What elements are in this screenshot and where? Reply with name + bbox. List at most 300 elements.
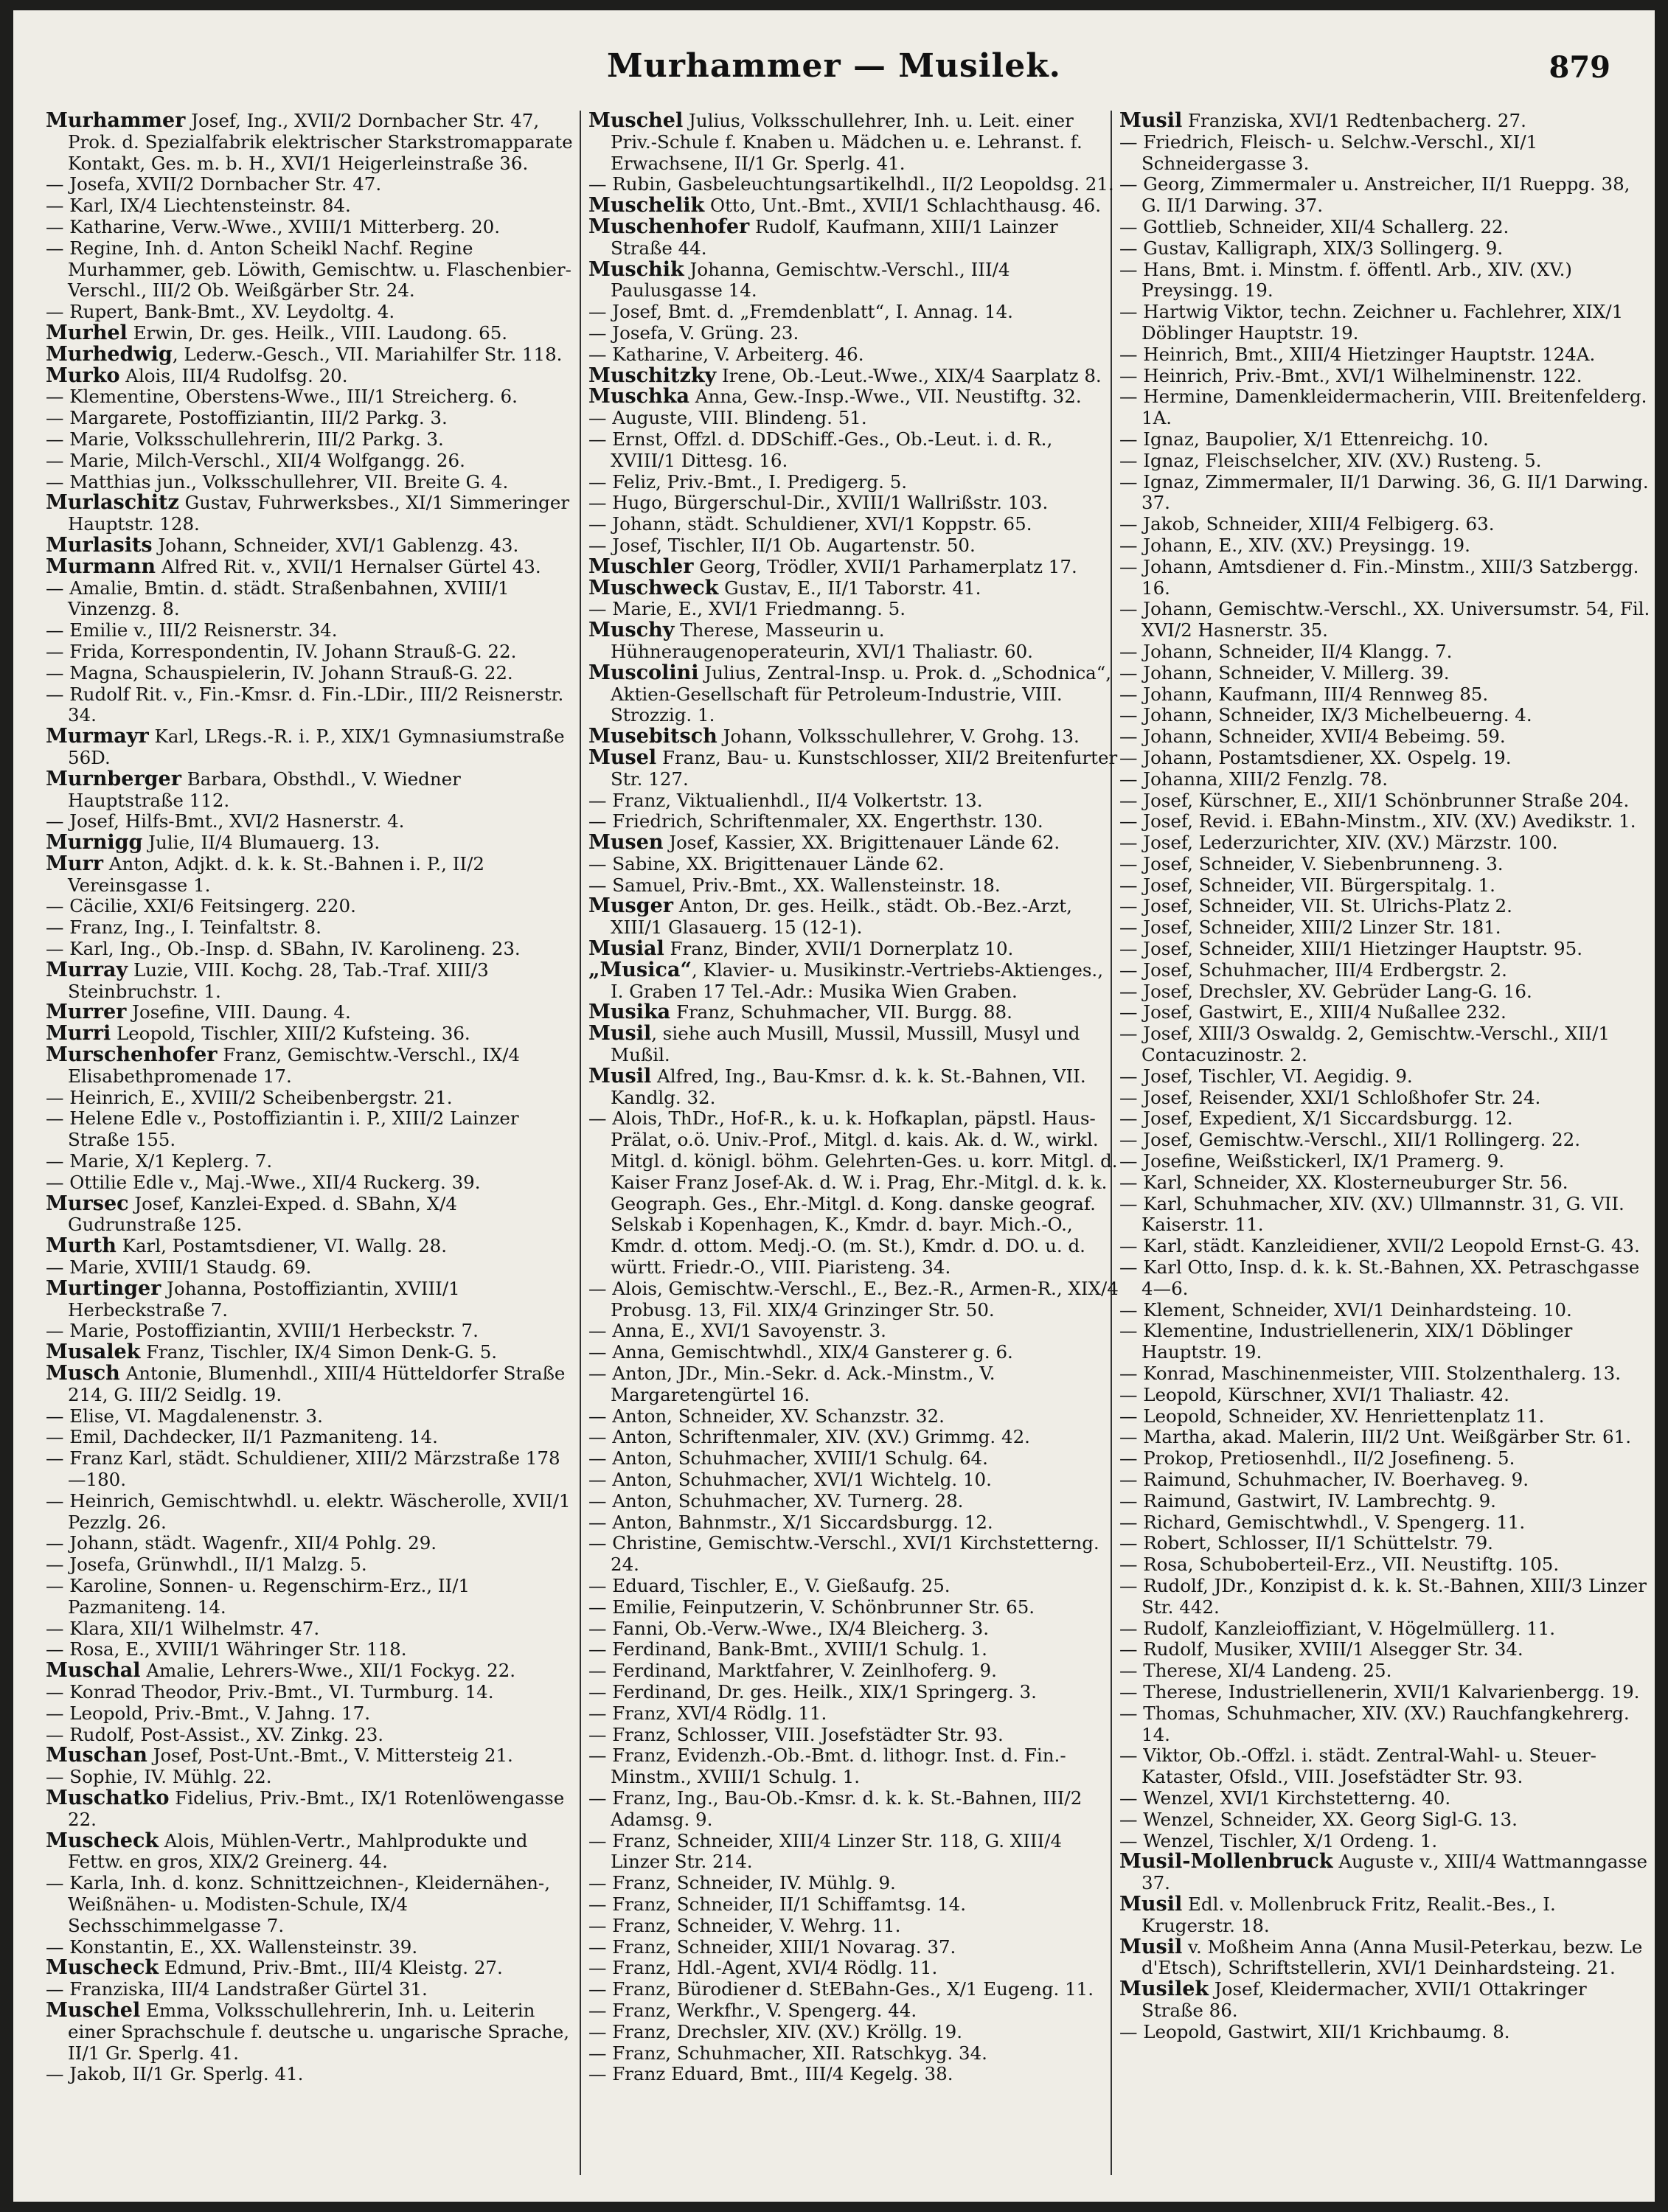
entry-surname: Murtinger — [46, 1278, 161, 1300]
directory-entry — [588, 1937, 1119, 1958]
entry-text: — Emilie v., III/2 Reisnerstr. 34. — [46, 620, 338, 641]
entry-text: — Frida, Korrespondentin, IV. Johann Strauß-G. 22. — [46, 641, 517, 662]
directory-entry — [46, 1576, 577, 1618]
directory-entry — [1119, 1703, 1650, 1746]
entry-text: — Josefine, Weißstickerl, IX/1 Pramerg. 9. — [1119, 1151, 1505, 1172]
entry-surname: Muschel — [588, 111, 684, 132]
directory-entry — [1119, 1321, 1650, 1363]
entry-text: — Karoline, Sonnen- u. Regenschirm-Erz., II/1 Pazmaniteng. 14. — [46, 1575, 470, 1618]
entry-text: — Johann, Schneider, IX/3 Michelbeuerng. 4. — [1119, 705, 1532, 726]
directory-entry — [1119, 1851, 1650, 1894]
entry-text: — Elise, VI. Magdalenenstr. 3. — [46, 1405, 323, 1427]
entry-text: — Raimund, Schuhmacher, IV. Boerhaveg. 9. — [1119, 1470, 1529, 1490]
directory-entry — [46, 1448, 577, 1491]
entry-surname: Muschenhofer — [588, 216, 750, 238]
directory-entry — [46, 1745, 577, 1767]
directory-entry — [46, 1257, 577, 1279]
entry-surname: Muschal — [46, 1660, 141, 1682]
entry-surname: Musil — [588, 1065, 652, 1088]
entry-text: — Rosa, E., XVIII/1 Währinger Str. 118. — [46, 1639, 407, 1660]
directory-entry — [588, 1618, 1119, 1640]
entry-text: — Anton, JDr., Min.-Sekr. d. Ack.-Minstm., V. Margaretengürtel 16. — [588, 1363, 995, 1405]
entry-surname: Musil-Mollenbruck — [1119, 1851, 1333, 1874]
entry-text: — Hermine, Damenkleidermacherin, VIII. Breitenfelderg. 1A. — [1119, 386, 1647, 429]
entry-text: Josef, Post-Unt.-Bmt., V. Mittersteig 21. — [147, 1745, 513, 1767]
entry-text: — Heinrich, E., XVIII/2 Scheibenbergstr. 21. — [46, 1087, 453, 1108]
entry-text: — Josef, Schneider, XIII/2 Linzer Str. 181. — [1119, 917, 1501, 939]
directory-entry — [46, 2000, 577, 2064]
entry-text: — Raimund, Gastwirt, IV. Lambrechtg. 9. — [1119, 1490, 1496, 1512]
entry-text: Franziska, XVI/1 Redtenbacherg. 27. — [1182, 111, 1526, 131]
entry-text: — Karl Otto, Insp. d. k. k. St.-Bahnen, XX. Petraschgasse 4—6. — [1119, 1257, 1640, 1299]
entry-text: — Franz, Drechsler, XIV. (XV.) Kröllg. 19. — [588, 2021, 963, 2042]
directory-entry — [588, 174, 1119, 195]
directory-entry — [46, 1682, 577, 1703]
directory-entry — [588, 620, 1119, 663]
entry-text: — Franz, Werkfhr., V. Spengerg. 44. — [588, 2000, 917, 2021]
directory-entry — [588, 790, 1119, 812]
directory-entry — [588, 1725, 1119, 1746]
directory-entry — [46, 960, 577, 1003]
entry-surname: Muschel — [46, 2000, 141, 2022]
entry-text: — Klementine, Oberstens-Wwe., III/1 Streicherg. 6. — [46, 386, 518, 408]
entry-surname: Murray — [46, 959, 128, 981]
entry-text: — Johanna, XIII/2 Fenzlg. 78. — [1119, 768, 1388, 790]
entry-surname: Musalek — [46, 1342, 141, 1364]
entry-surname: Murth — [46, 1236, 117, 1258]
entry-surname: Murnberger — [46, 768, 181, 790]
entry-surname: Murlasits — [46, 535, 153, 557]
entry-text: — Karl, städt. Kanzleidiener, XVII/2 Leopold Ernst-G. 43. — [1119, 1236, 1640, 1257]
entry-text: — Johann, Amtsdiener d. Fin.-Minstm., XIII/3 Satzbergg. 16. — [1119, 556, 1639, 599]
directory-entry — [1119, 1363, 1650, 1385]
directory-entry — [588, 1682, 1119, 1703]
directory-entry — [588, 217, 1119, 260]
directory-entry — [1119, 960, 1650, 981]
directory-entry — [1119, 1066, 1650, 1088]
directory-entry — [46, 1767, 577, 1788]
entry-text: — Rudolf, Musiker, XVIII/1 Alsegger Str. 34. — [1119, 1639, 1523, 1660]
directory-entry — [588, 557, 1119, 578]
entry-text: , Klavier- u. Musikinstr.-Vertriebs-Aktienges., I. Graben 17 Tel.-Adr.: Musika Wien Graben. — [611, 959, 1103, 1002]
entry-surname: Muschik — [588, 259, 684, 281]
entry-text: — Franziska, III/4 Landstraßer Gürtel 31. — [46, 1979, 428, 2000]
directory-entry — [588, 2022, 1119, 2043]
entry-text: — Marie, XVIII/1 Staudg. 69. — [46, 1257, 312, 1279]
entry-text: Fidelius, Priv.-Bmt., IX/1 Rotenlöwengasse 22. — [68, 1787, 565, 1830]
entry-text: — Franz, Bürodiener d. StEBahn-Ges., X/1 Eugeng. 11. — [588, 1979, 1094, 2000]
entry-text: — Magna, Schauspielerin, IV. Johann Strauß-G. 22. — [46, 662, 513, 684]
entry-text: — Rupert, Bank-Bmt., XV. Leydoltg. 4. — [46, 302, 395, 323]
directory-entry — [1119, 981, 1650, 1003]
directory-entry — [1119, 260, 1650, 302]
directory-entry — [46, 663, 577, 684]
entry-text: — Georg, Zimmermaler u. Anstreicher, II/1 Rueppg. 38, G. II/1 Darwing. 37. — [1119, 174, 1630, 217]
entry-text: — Fanni, Ob.-Verw.-Wwe., IX/4 Bleicherg. 3. — [588, 1618, 989, 1639]
entry-text: — Matthias jun., Volksschullehrer, VII. Breite G. 4. — [46, 471, 509, 493]
entry-text: — Heinrich, Gemischtwhdl. u. elektr. Wäscherolle, XVII/1 Pezzlg. 26. — [46, 1490, 571, 1533]
entry-text: — Regine, Inh. d. Anton Scheikl Nachf. Regine Murhammer, geb. Löwith, Gemischtw. u. Flaschenbier-Verschl., III/2 Ob. Weißgärber Str. 24. — [46, 237, 571, 302]
entry-text: — Rudolf, JDr., Konzipist d. k. k. St.-Bahnen, XIII/3 Linzer Str. 442. — [1119, 1575, 1647, 1618]
entry-text: Gustav, Fuhrwerksbes., XI/1 Simmeringer Hauptstr. 128. — [68, 493, 570, 535]
directory-entry — [1119, 1576, 1650, 1618]
entry-text: — Franz, Evidenzh.-Ob.-Bmt. d. lithogr. Inst. d. Fin.-Minstm., XVIII/1 Schulg. 1. — [588, 1745, 1066, 1788]
entry-surname: Murhel — [46, 322, 128, 344]
directory-entry — [46, 1937, 577, 1958]
entry-text: — Johann, städt. Wagenfr., XII/4 Pohlg. 29. — [46, 1533, 437, 1554]
directory-entry — [46, 408, 577, 429]
directory-entry — [588, 1979, 1119, 2000]
entry-text: — Katharine, V. Arbeiterg. 46. — [588, 344, 864, 365]
directory-entry — [1119, 1194, 1650, 1237]
directory-entry — [46, 1660, 577, 1682]
entry-surname: Muschelik — [588, 195, 705, 217]
directory-entry — [1119, 854, 1650, 875]
directory-entry — [1119, 535, 1650, 557]
directory-entry — [1119, 1130, 1650, 1151]
entry-text: — Josef, Schneider, VII. St. Ulrichs-Platz 2. — [1119, 896, 1512, 917]
entry-text: — Gottlieb, Schneider, XII/4 Schallerg. 22. — [1119, 216, 1509, 237]
directory-entry — [46, 769, 577, 812]
entry-text: — Marie, Volksschullehrerin, III/2 Parkg. 3. — [46, 428, 444, 450]
entry-text: Franz, Gemischtw.-Verschl., IX/4 Elisabethpromenade 17. — [68, 1045, 521, 1087]
entry-text: — Marie, Postoffiziantin, XVIII/1 Herbeckstr. 7. — [46, 1321, 479, 1342]
entry-text: Franz, Schuhmacher, VII. Burgg. 88. — [670, 1002, 1012, 1023]
directory-entry — [46, 1151, 577, 1172]
directory-entry — [46, 1321, 577, 1342]
entry-text: — Josef, Schneider, VII. Bürgerspitalg. 1. — [1119, 874, 1495, 896]
entry-surname: Muschka — [588, 386, 689, 408]
directory-entry — [1119, 1448, 1650, 1470]
directory-entry — [1119, 174, 1650, 217]
directory-entry — [588, 854, 1119, 875]
entry-text: — Hans, Bmt. i. Minstm. f. öffentl. Arb., XIV. (XV.) Preysingg. 19. — [1119, 259, 1572, 302]
entry-text: — Karl, Schuhmacher, XIV. (XV.) Ullmannstr. 31, G. VII. Kaiserstr. 11. — [1119, 1193, 1624, 1236]
entry-text: — Josef, Drechsler, XV. Gebrüder Lang-G. 16. — [1119, 981, 1532, 1002]
directory-entry — [588, 323, 1119, 344]
entry-text: — Christine, Gemischtw.-Verschl., XVI/1 Kirchstetterng. 24. — [588, 1533, 1099, 1576]
entry-text: — Johann, Gemischtw.-Verschl., XX. Universumstr. 54, Fil. XVI/2 Hasnerstr. 35. — [1119, 599, 1650, 641]
entry-text: , Lederw.-Gesch., VII. Mariahilfer Str. 118. — [172, 344, 563, 365]
directory-entry — [46, 238, 577, 302]
entry-text: — Ferdinand, Dr. ges. Heilk., XIX/1 Springerg. 3. — [588, 1681, 1037, 1703]
directory-entry — [46, 1873, 577, 1936]
entry-text: — Marie, X/1 Keplerg. 7. — [46, 1151, 273, 1172]
directory-entry — [588, 1491, 1119, 1512]
directory-entry — [588, 111, 1119, 174]
directory-entry — [588, 386, 1119, 408]
entry-text: — Ignaz, Zimmermaler, II/1 Darwing. 36, G. II/1 Darwing. 37. — [1119, 471, 1649, 514]
entry-text: — Ignaz, Baupolier, X/1 Ettenreichg. 10. — [1119, 428, 1489, 450]
directory-entry — [46, 1979, 577, 2000]
entry-text: — Franz, Schneider, XIII/4 Linzer Str. 118, G. XIII/4 Linzer Str. 214. — [588, 1830, 1063, 1873]
directory-entry — [1119, 1088, 1650, 1109]
directory-entry — [588, 366, 1119, 387]
directory-entry — [46, 386, 577, 408]
directory-entry — [46, 302, 577, 323]
entry-text: — Franz, XVI/4 Rödlg. 11. — [588, 1703, 827, 1724]
directory-entry — [1119, 1427, 1650, 1448]
entry-text: v. Moßheim Anna (Anna Musil-Peterkau, bezw. Le d'Etsch), Schriftstellerin, XVI/1 Deinhardsteing. 21. — [1141, 1936, 1643, 1979]
entry-surname: Muschan — [46, 1745, 147, 1767]
page-header — [13, 47, 1655, 106]
directory-entry — [1119, 557, 1650, 599]
directory-entry — [588, 514, 1119, 535]
entry-text: — Johann, städt. Schuldiener, XVI/1 Koppstr. 65. — [588, 514, 1032, 535]
directory-entry — [1119, 790, 1650, 812]
entry-text: Amalie, Lehrers-Wwe., XII/1 Fockyg. 22. — [140, 1660, 516, 1682]
entry-text: — Klement, Schneider, XVI/1 Deinhardsteing. 10. — [1119, 1299, 1572, 1321]
entry-text: — Hugo, Bürgerschul-Dir., XVIII/1 Wallrißstr. 103. — [588, 493, 1049, 514]
directory-entry — [588, 1002, 1119, 1023]
entry-text: — Gustav, Kalligraph, XIX/3 Sollingerg. 9. — [1119, 237, 1504, 259]
directory-entry — [46, 939, 577, 960]
directory-entry — [588, 408, 1119, 429]
directory-entry — [588, 1660, 1119, 1682]
column-3 — [1119, 111, 1650, 2190]
entry-text: — Emil, Dachdecker, II/1 Pazmaniteng. 14. — [46, 1427, 438, 1448]
directory-entry — [1119, 1300, 1650, 1321]
entry-text: — Klementine, Industriellenerin, XIX/1 Döblinger Hauptstr. 19. — [1119, 1321, 1573, 1363]
directory-entry — [1119, 1002, 1650, 1023]
directory-entry — [1119, 132, 1650, 175]
directory-entry — [1119, 472, 1650, 515]
entry-surname: Muschitzky — [588, 365, 717, 387]
directory-entry — [588, 726, 1119, 748]
entry-text: — Anna, Gemischtwhdl., XIX/4 Gansterer g. 6. — [588, 1342, 1013, 1363]
directory-entry — [588, 1108, 1119, 1278]
entry-text: — Franz, Hdl.-Agent, XVI/4 Rödlg. 11. — [588, 1958, 938, 1979]
directory-entry — [588, 535, 1119, 557]
entry-text: — Franz, Schuhmacher, XII. Ratschkyg. 34. — [588, 2042, 987, 2064]
directory-entry — [588, 663, 1119, 726]
directory-entry — [46, 493, 577, 535]
column-1 — [46, 111, 577, 2190]
directory-entry — [588, 195, 1119, 217]
directory-entry — [46, 1279, 577, 1321]
directory-entry — [588, 1427, 1119, 1448]
entry-text: — Josef, Revid. i. EBahn-Minstm., XIV. (XV.) Avedikstr. 1. — [1119, 811, 1636, 832]
entry-text: — Josef, Schuhmacher, III/4 Erdbergstr. 2. — [1119, 959, 1507, 981]
directory-entry — [588, 344, 1119, 366]
entry-text: — Helene Edle v., Postoffiziantin i. P., XIII/2 Lainzer Straße 155. — [46, 1108, 519, 1151]
directory-entry — [588, 939, 1119, 960]
directory-entry — [46, 472, 577, 493]
entry-text: — Josef, Bmt. d. „Fremdenblatt“, I. Annag. 14. — [588, 302, 1013, 323]
directory-entry — [46, 1172, 577, 1194]
page-title: Murhammer — Musilek. — [607, 47, 1061, 85]
entry-text: — Johann, Postamtsdiener, XX. Ospelg. 19. — [1119, 747, 1512, 768]
entry-surname: Musch — [46, 1363, 120, 1385]
directory-entry — [1119, 1788, 1650, 1809]
entry-surname: Murhedwig — [46, 344, 173, 366]
directory-entry — [588, 1873, 1119, 1894]
directory-entry — [1119, 726, 1650, 748]
directory-entry — [588, 875, 1119, 897]
directory-entry — [1119, 1151, 1650, 1172]
directory-entry — [588, 1321, 1119, 1342]
entry-text: — Hartwig Viktor, techn. Zeichner u. Fachlehrer, XIX/1 Döblinger Hauptstr. 19. — [1119, 302, 1624, 344]
entry-text: — Auguste, VIII. Blindeng. 51. — [588, 408, 867, 429]
entry-text: — Emilie, Feinputzerin, V. Schönbrunner Str. 65. — [588, 1596, 1035, 1618]
directory-entry — [1119, 1979, 1650, 2022]
entry-text: Alois, Mühlen-Vertr., Mahlprodukte und Fettw. en gros, XIX/2 Greinerg. 44. — [68, 1830, 528, 1873]
entry-text: — Sabine, XX. Brigittenauer Lände 62. — [588, 853, 945, 874]
directory-entry — [1119, 1491, 1650, 1512]
page-number: 879 — [1549, 50, 1610, 85]
directory-entry — [1119, 1512, 1650, 1534]
entry-text: — Leopold, Schneider, XV. Henriettenplatz 11. — [1119, 1405, 1545, 1427]
entry-text: — Heinrich, Priv.-Bmt., XVI/1 Wilhelminenstr. 122. — [1119, 365, 1582, 386]
directory-entry — [46, 896, 577, 917]
entry-text: — Franz, Schneider, II/1 Schiffamtsg. 14. — [588, 1893, 967, 1915]
directory-entry — [1119, 1236, 1650, 1257]
entry-text: Karl, LRegs.-R. i. P., XIX/1 Gymnasiumstraße 56D. — [68, 726, 565, 768]
entry-text: — Franz, Schneider, XIII/1 Novarag. 37. — [588, 1936, 956, 1958]
entry-text: Julie, II/4 Blumauerg. 13. — [142, 832, 380, 854]
entry-text: Josefine, VIII. Daung. 4. — [126, 1002, 351, 1023]
entry-text: — Josef, XIII/3 Oswaldg. 2, Gemischtw.-Verschl., XII/1 Contacuzinostr. 2. — [1119, 1023, 1610, 1066]
entry-text: Josef, Kleidermacher, XVII/1 Ottakringer Straße 86. — [1141, 1979, 1587, 2021]
directory-entry — [1119, 641, 1650, 663]
entry-text: — Josef, Schneider, XIII/1 Hietzinger Hauptstr. 95. — [1119, 939, 1582, 960]
entry-text: — Karl, IX/4 Liechtensteinstr. 84. — [46, 195, 351, 217]
directory-entry — [1119, 1108, 1650, 1130]
entry-text: — Samuel, Priv.-Bmt., XX. Wallensteinstr. 18. — [588, 874, 1001, 896]
entry-surname: Murmann — [46, 556, 156, 578]
entry-text: — Josef, Kürschner, E., XII/1 Schönbrunner Straße 204. — [1119, 790, 1630, 811]
entry-text: Franz, Binder, XVII/1 Dornerplatz 10. — [664, 939, 1014, 960]
entry-text: — Wenzel, XVI/1 Kirchstetterng. 40. — [1119, 1787, 1451, 1809]
directory-entry — [46, 832, 577, 854]
entry-text: — Josefa, V. Grüng. 23. — [588, 322, 799, 344]
directory-entry — [1119, 344, 1650, 366]
entry-text: — Franz, Schneider, V. Wehrg. 11. — [588, 1915, 901, 1936]
entry-text: — Konstantin, E., XX. Wallensteinstr. 39. — [46, 1936, 418, 1958]
directory-entry — [46, 1788, 577, 1831]
entry-surname: Muschweck — [588, 577, 719, 599]
entry-text: — Rubin, Gasbeleuchtungsartikelhdl., II/2 Leopoldsg. 21. — [588, 174, 1114, 195]
entry-text: — Ernst, Offzl. d. DDSchiff.-Ges., Ob.-Leut. i. d. R., XVIII/1 Dittesg. 16. — [588, 428, 1053, 471]
entry-text: — Sophie, IV. Mühlg. 22. — [46, 1767, 272, 1788]
entry-text: — Ferdinand, Bank-Bmt., XVIII/1 Schulg. 1. — [588, 1639, 987, 1660]
directory-entry — [1119, 917, 1650, 939]
entry-text: Luzie, VIII. Kochg. 28, Tab.-Traf. XIII/3 Steinbruchstr. 1. — [68, 959, 489, 1002]
directory-entry — [1119, 386, 1650, 429]
entry-text: Franz, Bau- u. Kunstschlosser, XII/2 Breitenfurter Str. 127. — [611, 747, 1118, 790]
directory-entry — [46, 1406, 577, 1427]
directory-entry — [1119, 238, 1650, 260]
entry-text: — Konrad Theodor, Priv.-Bmt., VI. Turmburg. 14. — [46, 1681, 494, 1703]
entry-text: — Josef, Gastwirt, E., XIII/4 Nußallee 232. — [1119, 1002, 1507, 1023]
entry-text: Anna, Gew.-Insp.-Wwe., VII. Neustiftg. 32. — [689, 386, 1082, 408]
entry-text: Georg, Trödler, XVII/1 Parhamerplatz 17. — [693, 556, 1077, 577]
directory-entry — [1119, 217, 1650, 238]
entry-text: — Anton, Schuhmacher, XVI/1 Wichtelg. 10. — [588, 1470, 992, 1490]
directory-entry — [588, 1916, 1119, 1937]
entry-text: Edmund, Priv.-Bmt., III/4 Kleistg. 27. — [159, 1958, 503, 1979]
directory-entry — [588, 472, 1119, 493]
entry-text: — Franz, Ing., Bau-Ob.-Kmsr. d. k. k. St.-Bahnen, III/2 Adamsg. 9. — [588, 1787, 1083, 1830]
entry-text: — Johann, Kaufmann, III/4 Rennweg 85. — [1119, 684, 1489, 705]
directory-entry — [588, 1745, 1119, 1788]
directory-entry — [1119, 1894, 1650, 1937]
directory-entry — [588, 1894, 1119, 1916]
entry-text: — Rosa, Schuboberteil-Erz., VII. Neustiftg. 105. — [1119, 1554, 1560, 1576]
directory-entry — [588, 748, 1119, 790]
entry-surname: Musil — [1119, 1936, 1183, 1958]
entry-text: — Anton, Bahnmstr., X/1 Siccardsburgg. 12. — [588, 1512, 993, 1533]
entry-text: Franz, Tischler, IX/4 Simon Denk-G. 5. — [140, 1342, 498, 1363]
directory-entry — [46, 684, 577, 727]
entry-surname: Musika — [588, 1002, 671, 1024]
directory-entry — [1119, 832, 1650, 854]
directory-entry — [46, 811, 577, 832]
directory-entry — [588, 578, 1119, 599]
directory-entry — [1119, 1809, 1650, 1831]
directory-entry — [588, 1576, 1119, 1597]
directory-entry — [1119, 1257, 1650, 1300]
entry-text: — Wenzel, Tischler, X/1 Ordeng. 1. — [1119, 1830, 1438, 1851]
entry-text: — Rudolf, Post-Assist., XV. Zinkg. 23. — [46, 1724, 384, 1745]
directory-entry — [46, 1108, 577, 1151]
entry-surname: Murlaschitz — [46, 493, 179, 515]
directory-entry — [46, 1088, 577, 1109]
entry-text: — Ottilie Edle v., Maj.-Wwe., XII/4 Ruckerg. 39. — [46, 1172, 481, 1193]
entry-text: — Jakob, Schneider, XIII/4 Felbigerg. 63. — [1119, 514, 1495, 535]
entry-text: — Cäcilie, XXI/6 Feitsingerg. 220. — [46, 896, 356, 917]
directory-entry — [46, 174, 577, 195]
entry-text: Josef, Kassier, XX. Brigittenauer Lände 62. — [663, 832, 1060, 854]
directory-entry — [1119, 1831, 1650, 1852]
directory-entry — [46, 429, 577, 451]
entry-text: — Klara, XII/1 Wilhelmstr. 47. — [46, 1618, 320, 1639]
entry-text: — Johann, Schneider, II/4 Klangg. 7. — [1119, 641, 1453, 662]
entry-text: — Karl, Ing., Ob.-Insp. d. SBahn, IV. Karolineng. 23. — [46, 939, 521, 960]
entry-text: — Anna, E., XVI/1 Savoyenstr. 3. — [588, 1321, 886, 1342]
entry-text: — Katharine, Verw.-Wwe., XVIII/1 Mitterberg. 20. — [46, 216, 501, 237]
entry-text: — Leopold, Priv.-Bmt., V. Jahng. 17. — [46, 1703, 371, 1724]
entry-text: — Leopold, Gastwirt, XII/1 Krichbaumg. 8. — [1119, 2021, 1510, 2042]
directory-entry — [46, 1342, 577, 1363]
entry-text: — Marie, E., XVI/1 Friedmanng. 5. — [588, 599, 906, 620]
directory-entry — [1119, 1618, 1650, 1640]
directory-entry — [588, 1703, 1119, 1725]
directory-entry — [588, 2000, 1119, 2022]
directory-entry — [46, 1045, 577, 1088]
directory-entry — [588, 1363, 1119, 1406]
directory-entry — [588, 260, 1119, 302]
directory-entry — [588, 960, 1119, 1003]
entry-text: Anton, Adjkt. d. k. k. St.-Bahnen i. P., II/2 Vereinsgasse 1. — [68, 853, 484, 896]
directory-entry — [1119, 366, 1650, 387]
directory-entry — [588, 1279, 1119, 1321]
entry-surname: Muscheck — [46, 1830, 159, 1852]
entry-surname: Mursec — [46, 1193, 129, 1215]
entry-text: — Franz, Ing., I. Teinfaltstr. 8. — [46, 917, 322, 939]
entry-text: , siehe auch Musill, Mussil, Mussill, Musyl und Mußil. — [611, 1023, 1080, 1066]
directory-entry — [46, 2064, 577, 2085]
column-2 — [588, 111, 1119, 2190]
directory-entry — [46, 111, 577, 174]
directory-entry — [1119, 684, 1650, 706]
directory-entry — [46, 195, 577, 217]
entry-text: — Ignaz, Fleischselcher, XIV. (XV.) Rusteng. 5. — [1119, 450, 1542, 471]
directory-entry — [46, 641, 577, 663]
entry-text: — Ferdinand, Marktfahrer, V. Zeinlhoferg. 9. — [588, 1660, 997, 1682]
directory-entry — [1119, 451, 1650, 472]
entry-text: — Prokop, Pretiosenhdl., II/2 Josefineng. 5. — [1119, 1448, 1515, 1470]
